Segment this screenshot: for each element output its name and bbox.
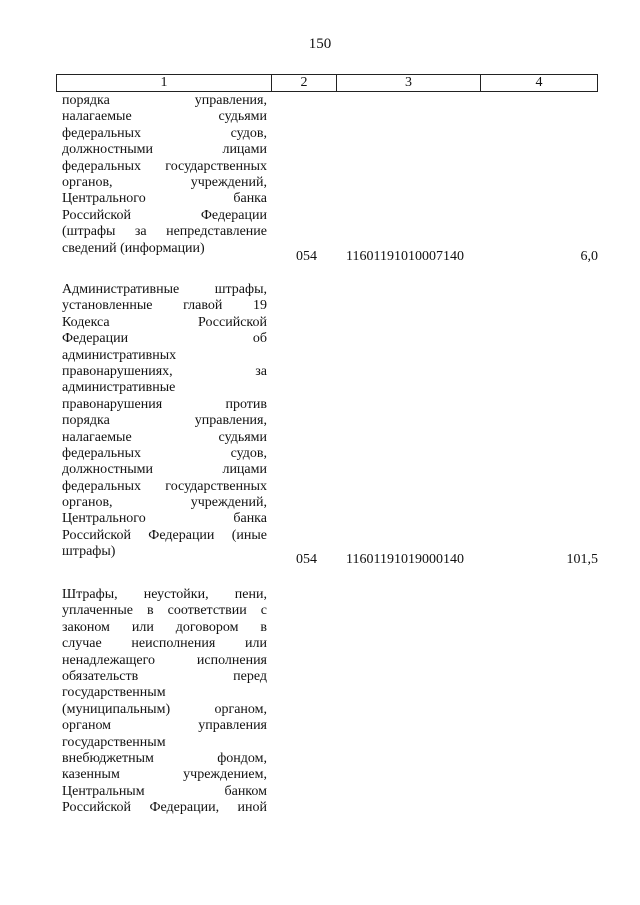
- description-line: сведений (информации): [62, 240, 205, 256]
- description-line: государственным: [62, 685, 166, 701]
- description-line: Федерации об: [62, 331, 267, 347]
- description-line: обязательств перед: [62, 668, 267, 684]
- description-line: Центрального банка: [62, 191, 267, 207]
- description-line: должностными лицами: [62, 142, 267, 158]
- description-line: порядка управления,: [62, 413, 267, 429]
- column-header-1: 1: [57, 75, 272, 91]
- table-header: [56, 74, 598, 92]
- description-line: случае неисполнения или: [62, 636, 267, 652]
- description-line: Кодекса Российской: [62, 314, 267, 330]
- row-kbk: 11601191019000140: [346, 552, 464, 567]
- description-line: административные: [62, 380, 176, 396]
- description-line: федеральных государственных: [62, 158, 267, 174]
- row-amount: 101,5: [566, 552, 598, 567]
- description-line: налагаемые судьями: [62, 429, 267, 445]
- description-line: федеральных судов,: [62, 445, 267, 461]
- description-line: Российской Федерации (иные: [62, 527, 267, 543]
- description-line: Российской Федерации: [62, 207, 267, 223]
- page-number: 150: [308, 36, 332, 52]
- description-line: законом или договором в: [62, 619, 267, 635]
- description-line: Административные штрафы,: [62, 282, 267, 297]
- description-line: внебюджетным фондом,: [62, 750, 267, 766]
- description-line: органов, учреждений,: [62, 495, 267, 511]
- description-line: органом управления: [62, 718, 267, 734]
- description-line: органов, учреждений,: [62, 174, 267, 190]
- description-line: налагаемые судьями: [62, 109, 267, 125]
- description-line: федеральных судов,: [62, 125, 267, 141]
- description-line: уплаченные в соответствии с: [62, 603, 267, 619]
- column-header-3: 3: [337, 75, 481, 91]
- row-amount: 6,0: [580, 249, 598, 264]
- description-line: установленные главой 19: [62, 298, 267, 314]
- description-line: правонарушения против: [62, 396, 267, 412]
- row-description: [62, 93, 267, 257]
- description-line: Российской Федерации, иной: [62, 800, 267, 816]
- description-line: государственным: [62, 734, 166, 750]
- description-line: должностными лицами: [62, 462, 267, 478]
- description-line: административных: [62, 347, 177, 363]
- description-line: федеральных государственных: [62, 478, 267, 494]
- description-line: (муниципальным) органом,: [62, 701, 267, 717]
- row-description: [62, 282, 267, 561]
- description-line: Центральным банком: [62, 783, 267, 799]
- column-header-2: 2: [272, 75, 337, 91]
- description-line: казенным учреждением,: [62, 767, 267, 783]
- row-code: 054: [296, 249, 317, 264]
- row-kbk: 11601191010007140: [346, 249, 464, 264]
- description-line: (штрафы за непредставление: [62, 224, 267, 240]
- description-line: Центрального банка: [62, 511, 267, 527]
- row-description: [62, 587, 267, 816]
- description-line: ненадлежащего исполнения: [62, 652, 267, 668]
- row-code: 054: [296, 552, 317, 567]
- column-header-4: 4: [535, 75, 543, 90]
- description-line: Штрафы, неустойки, пени,: [62, 587, 267, 602]
- description-line: порядка управления,: [62, 93, 267, 108]
- description-line: правонарушениях, за: [62, 363, 267, 379]
- description-line: штрафы): [62, 544, 116, 560]
